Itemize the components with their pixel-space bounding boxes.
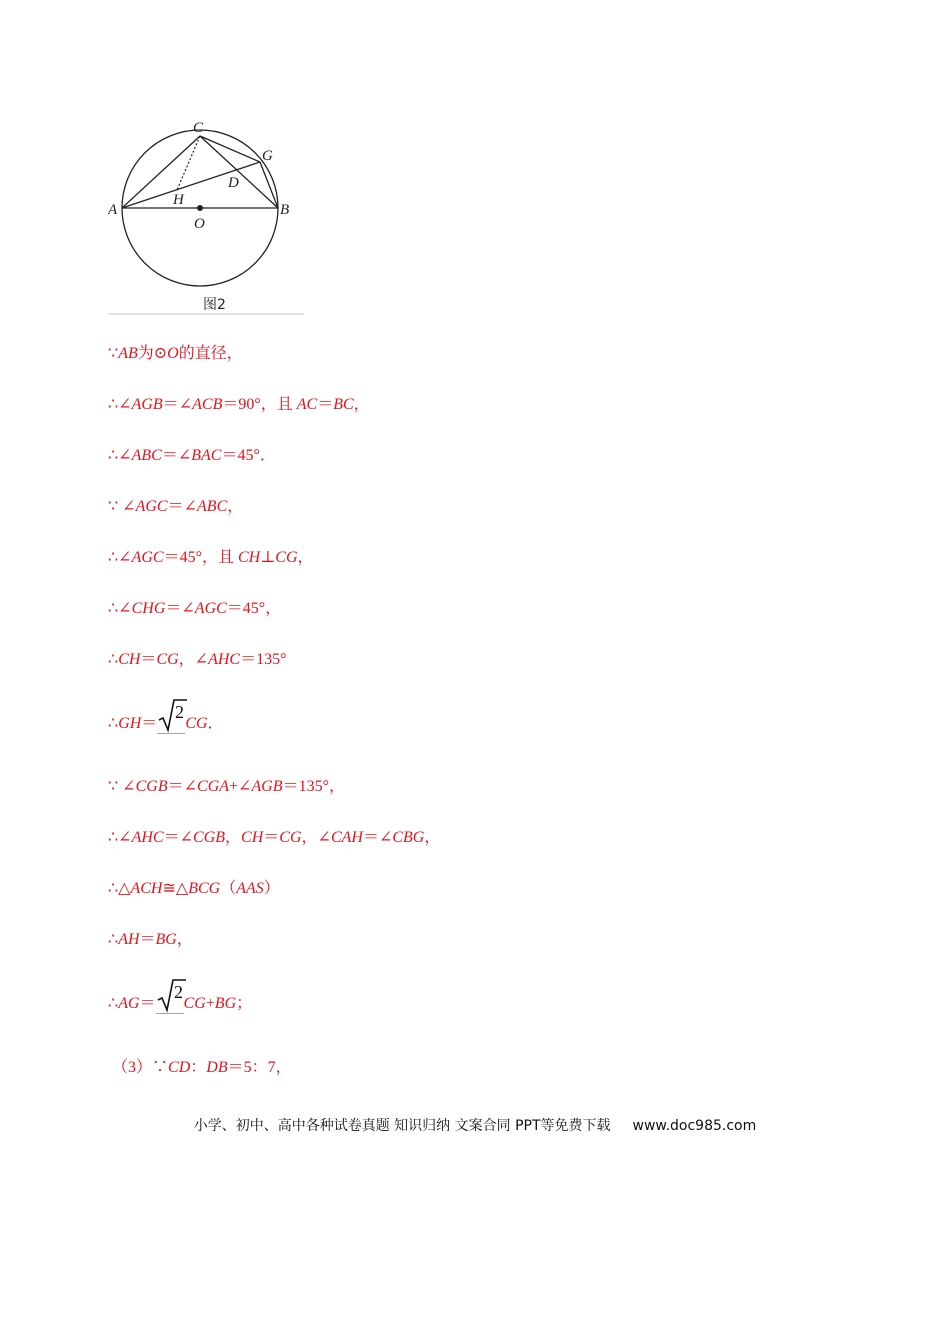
label-c: C [193,120,204,136]
math-variable: AGB [131,396,163,413]
label-a: A [108,202,118,218]
geometry-figure [108,118,304,315]
solution-line [108,879,280,899]
math-variable: BG [155,931,177,948]
footer [0,1115,950,1135]
math-text: ∴ [108,931,119,948]
math-variable: CGB [135,778,168,795]
math-text: ＝ [139,995,156,1012]
math-text: ⊥ [260,549,276,566]
math-variable: AB [118,345,138,362]
math-variable: AGC [131,549,164,566]
solution-line [108,599,281,619]
math-variable: CBG [392,829,425,846]
math-text: ， [297,549,314,566]
solution-line [108,930,193,950]
footer-url[interactable]: www.doc985.com [632,1118,757,1134]
math-variable: CG [275,549,298,566]
math-text: ＝5：7， [227,1059,292,1076]
label-o: O [194,216,205,232]
math-text: ＝45°，且 [163,549,238,566]
math-text: ＝ [263,829,280,846]
label-g: G [262,148,273,164]
math-text: （3）∵ [112,1059,169,1076]
solution-line [108,446,276,466]
solution-line [108,702,224,734]
math-text: ∴ [108,995,119,1012]
math-variable: CH [118,651,141,668]
math-text: ， [424,829,441,846]
math-text: ∴ [108,651,119,668]
math-variable: CGB [193,829,226,846]
math-text: ＝90°，且 [222,396,297,413]
sqrt-two [157,702,185,734]
math-variable: DB [206,1059,228,1076]
math-text: 为⊙ [137,345,168,362]
math-text: ＝135° [240,651,287,668]
math-text: ∴∠ [108,600,132,617]
math-variable: ACH [130,880,163,897]
center-point [197,205,203,211]
math-variable: AGB [251,778,283,795]
math-text: ＝∠ [161,447,192,464]
math-variable: ABC [131,447,162,464]
math-variable: AG [118,995,140,1012]
math-text: ∴ [108,715,119,732]
math-variable: AHC [208,651,241,668]
math-text: ， [227,498,244,515]
solution-line [108,982,253,1014]
math-text: ＝45°． [221,447,276,464]
solution-line [108,828,440,848]
math-variable: CH [238,549,261,566]
math-text: ＝45°， [226,600,282,617]
solution-line [108,650,287,670]
math-text: ； [236,995,253,1012]
math-variable: GH [118,715,142,732]
math-text: ，∠ [178,651,209,668]
math-variable: CAH [330,829,363,846]
svg-text:2: 2 [173,982,183,1002]
math-text: ， [225,829,242,846]
math-variable: CHG [131,600,166,617]
math-variable: CG [185,715,208,732]
math-variable: CG [279,829,302,846]
math-text: ∴∠ [108,549,132,566]
math-text: ＝ [141,715,158,732]
math-variable: AH [118,931,140,948]
math-text: ： [190,1059,207,1076]
math-text: ＝∠ [167,498,198,515]
math-text: ， [353,396,370,413]
math-text: ∵ [108,345,119,362]
math-text: ∴∠ [108,447,132,464]
math-text: ＝∠ [167,778,198,795]
math-variable: CGA [197,778,230,795]
label-d: D [228,175,239,191]
math-text: ＝∠ [362,829,393,846]
math-text: ∴∠ [108,829,132,846]
math-text: +∠ [229,778,252,795]
svg-text:2: 2 [175,702,185,722]
math-text: ∴∠ [108,396,132,413]
math-text: ＝ [317,396,334,413]
solution-line [108,548,314,568]
math-text: ＝ [140,651,157,668]
math-text: ∵ ∠ [108,498,136,515]
math-text: ≅△ [162,880,189,897]
math-text: ∴△ [108,880,131,897]
solution-line [108,344,243,364]
math-variable: BC [333,396,354,413]
math-text: 的直径， [178,345,243,362]
solution-line [108,497,243,517]
sqrt-two [156,982,184,1014]
math-text: ， [176,931,193,948]
label-h: H [173,192,184,208]
solution-line [108,395,370,415]
footer-text: 小学、初中、高中各种试卷真题 知识归纳 文案合同 PPT等免费下载 [193,1118,611,1134]
math-text: ） [263,880,280,897]
math-variable: ACB [192,396,223,413]
math-variable: AHC [131,829,164,846]
math-text: ，∠ [301,829,331,846]
circle-diagram [108,118,304,315]
math-text: ＝∠ [163,829,194,846]
math-variable: AAS [236,880,264,897]
math-variable: CH [241,829,264,846]
math-variable: AC [296,396,318,413]
math-text: + [205,995,215,1012]
math-variable: BAC [191,447,222,464]
math-text: （ [220,880,237,897]
math-text: ∵ ∠ [108,778,136,795]
math-variable: CG [156,651,179,668]
math-variable: BCG [188,880,221,897]
solution-line [108,777,345,797]
math-variable: CG [183,995,206,1012]
figure-caption: 图2 [203,297,226,313]
math-text: ． [207,715,224,732]
math-text: ＝∠ [162,396,193,413]
label-b: B [280,202,290,218]
math-text: ＝ [139,931,156,948]
math-variable: AGC [194,600,227,617]
math-text: ＝135°， [282,778,345,795]
math-variable: CD [168,1059,191,1076]
math-text: ＝∠ [165,600,195,617]
math-variable: AGC [135,498,168,515]
math-variable: BG [214,995,237,1012]
math-variable: O [167,345,179,362]
math-variable: ABC [197,498,228,515]
solution-line [112,1058,292,1078]
